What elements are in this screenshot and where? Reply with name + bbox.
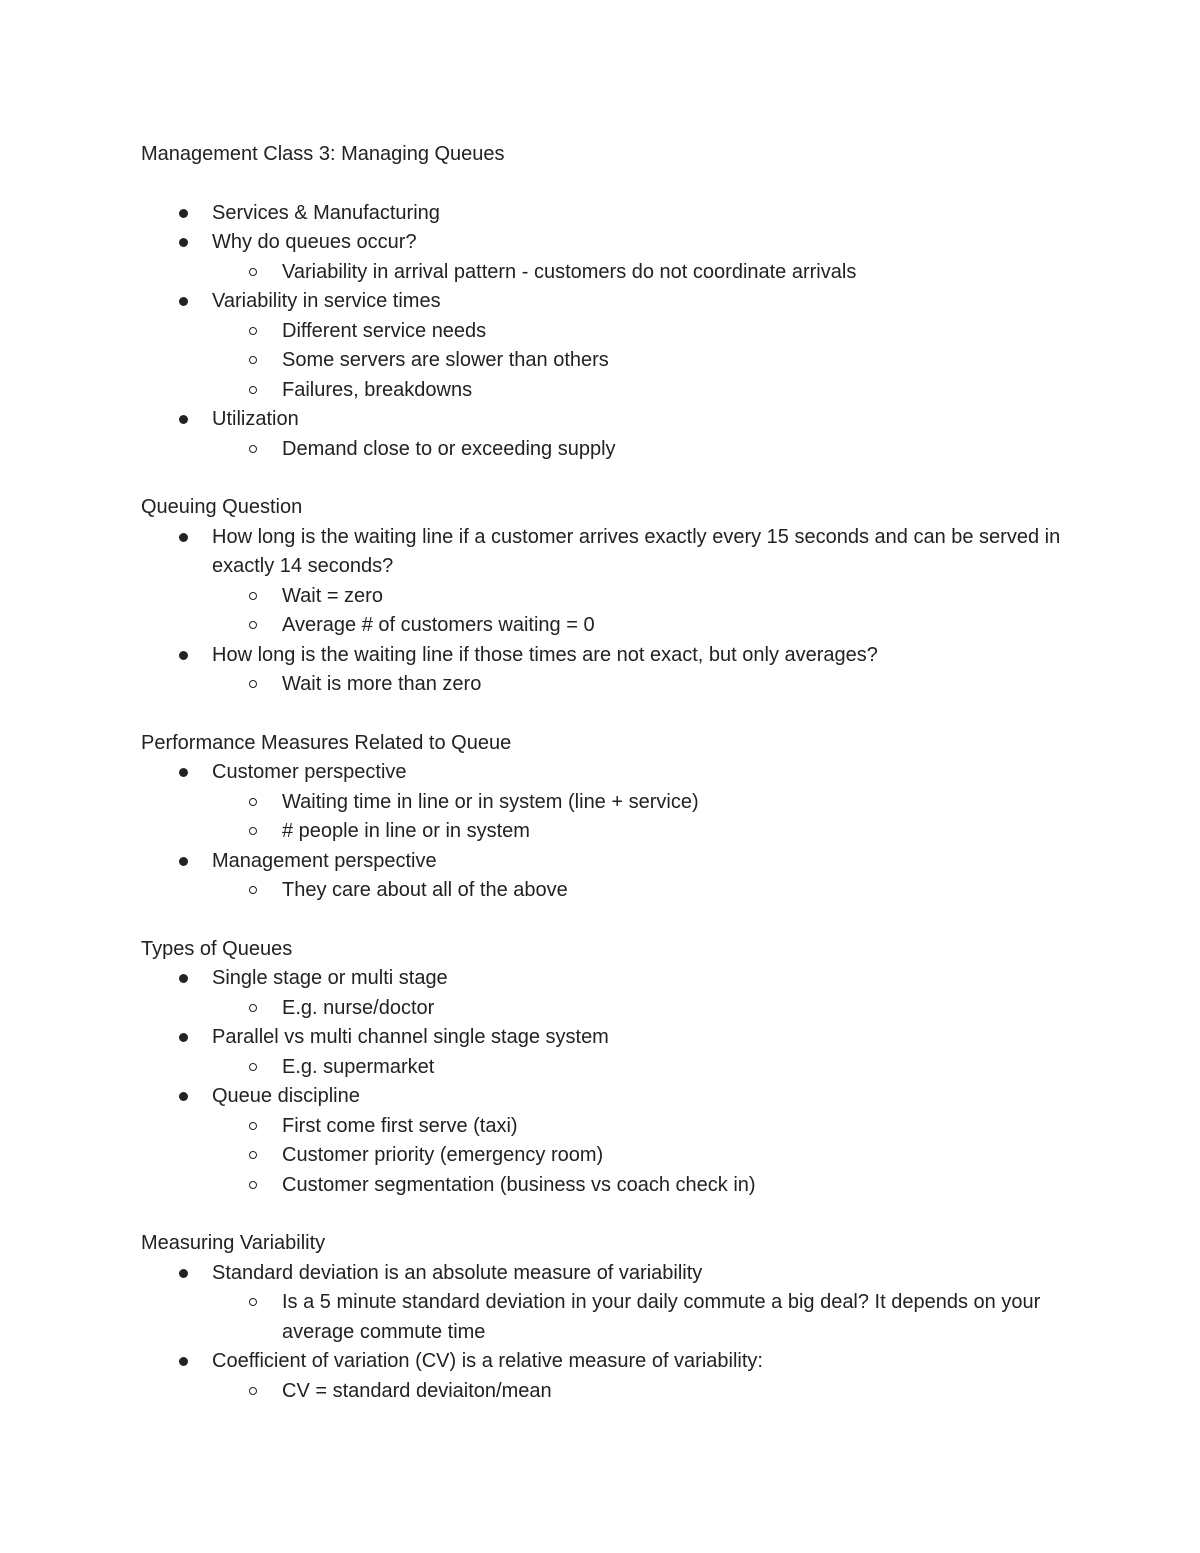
sub-list-item-text: Customer priority (emergency room)	[282, 1144, 604, 1166]
document-body	[141, 140, 1081, 1435]
bullet-circle-icon	[249, 798, 257, 806]
sub-list-item-text: Failures, breakdowns	[282, 378, 473, 401]
section-heading: Queuing Question	[141, 496, 303, 518]
list-item	[141, 1082, 1081, 1112]
bullet-circle-icon	[249, 886, 257, 894]
section-heading: Performance Measures Related to Queue	[141, 731, 512, 754]
list-item	[141, 405, 1081, 435]
sub-list-item	[141, 994, 1081, 1024]
bullet-circle-icon	[249, 356, 257, 364]
document-title: Management Class 3: Managing Queues	[141, 143, 505, 165]
sub-list-item-text: Average # of customers waiting = 0	[282, 614, 595, 636]
bullet-disc-icon	[179, 1033, 188, 1042]
sub-list-item	[141, 670, 1081, 700]
sub-list-item-text: Wait = zero	[282, 584, 383, 607]
sub-list-item-text: # people in line or in system	[282, 820, 530, 842]
bullet-disc-icon	[179, 415, 188, 424]
sub-list-item-text: Customer segmentation (business vs coach check in)	[282, 1173, 756, 1196]
sub-list-item	[141, 1288, 1081, 1347]
sub-list-item	[141, 1053, 1081, 1083]
list-item	[141, 641, 1081, 671]
bullet-circle-icon	[249, 1387, 257, 1395]
sub-list-item	[141, 1171, 1081, 1201]
bullet-circle-icon	[249, 680, 257, 688]
bullet-circle-icon	[249, 827, 257, 835]
sub-list-item-text: Is a 5 minute standard deviation in your daily commute a big deal? It depends on your average commute time	[282, 1291, 1041, 1343]
bullet-circle-icon	[249, 445, 257, 453]
sub-list-item	[141, 346, 1081, 376]
bullet-disc-icon	[179, 1269, 188, 1278]
list-item-text: How long is the waiting line if a customer arrives exactly every 15 seconds and can be served in exactly 14 seconds?	[212, 525, 1061, 577]
sub-list-item-text: Waiting time in line or in system (line + service)	[282, 790, 699, 813]
bullet-disc-icon	[179, 768, 188, 777]
sub-list-item	[141, 1112, 1081, 1142]
sub-list-item	[141, 1377, 1081, 1407]
bullet-circle-icon	[249, 592, 257, 600]
sub-list-item-text: E.g. nurse/doctor	[282, 996, 435, 1019]
list-item-text: Coefficient of variation (CV) is a relative measure of variability:	[212, 1350, 763, 1372]
list-item	[141, 758, 1081, 788]
list-item	[141, 964, 1081, 994]
section-types-of-queues	[141, 935, 1081, 1201]
sub-list-item-text: Some servers are slower than others	[282, 349, 609, 371]
sub-list-item-text: They care about all of the above	[282, 879, 568, 901]
list-item	[141, 228, 1081, 258]
sub-list-item-text: First come first serve (taxi)	[282, 1114, 518, 1137]
bullet-circle-icon	[249, 1181, 257, 1189]
sub-list-item-text: E.g. supermarket	[282, 1055, 435, 1078]
list-item-text: Management perspective	[212, 849, 437, 872]
bullet-circle-icon	[249, 1004, 257, 1012]
list-item	[141, 523, 1081, 582]
list-item	[141, 199, 1081, 229]
section-list	[141, 1259, 1081, 1407]
sub-list-item	[141, 788, 1081, 818]
section-list	[141, 523, 1081, 700]
list-item-text: Variability in service times	[212, 290, 441, 312]
list-item-text: Single stage or multi stage	[212, 967, 448, 989]
sub-list-item	[141, 435, 1081, 465]
intro-section	[141, 199, 1081, 465]
sub-list-item	[141, 258, 1081, 288]
sub-list-item-text: CV = standard deviaiton/mean	[282, 1379, 552, 1402]
list-item-text: Why do queues occur?	[212, 231, 417, 253]
bullet-disc-icon	[179, 857, 188, 866]
bullet-circle-icon	[249, 1122, 257, 1130]
bullet-circle-icon	[249, 268, 257, 276]
section-queuing-question	[141, 493, 1081, 700]
bullet-circle-icon	[249, 386, 257, 394]
bullet-circle-icon	[249, 621, 257, 629]
list-item-text: Parallel vs multi channel single stage system	[212, 1026, 609, 1048]
list-item	[141, 1259, 1081, 1289]
sub-list-item	[141, 317, 1081, 347]
list-item	[141, 1347, 1081, 1377]
bullet-disc-icon	[179, 238, 188, 247]
bullet-circle-icon	[249, 1063, 257, 1071]
section-list	[141, 964, 1081, 1200]
section-heading: Types of Queues	[141, 937, 293, 960]
sub-list-item	[141, 376, 1081, 406]
intro-list	[141, 199, 1081, 465]
bullet-disc-icon	[179, 297, 188, 306]
section-performance-measures-related-to-queue	[141, 729, 1081, 906]
list-item-text: Customer perspective	[212, 761, 407, 783]
list-item	[141, 847, 1081, 877]
bullet-disc-icon	[179, 1357, 188, 1366]
bullet-circle-icon	[249, 1298, 257, 1306]
sub-list-item	[141, 1141, 1081, 1171]
list-item-text: Queue discipline	[212, 1085, 360, 1107]
list-item-text: Utilization	[212, 408, 299, 430]
bullet-disc-icon	[179, 533, 188, 542]
bullet-disc-icon	[179, 651, 188, 660]
section-heading: Measuring Variability	[141, 1232, 326, 1254]
sub-list-item	[141, 876, 1081, 906]
sub-list-item	[141, 611, 1081, 641]
sections-container	[141, 493, 1081, 1406]
bullet-disc-icon	[179, 974, 188, 983]
list-item	[141, 1023, 1081, 1053]
section-list	[141, 758, 1081, 906]
list-item-text: How long is the waiting line if those times are not exact, but only averages?	[212, 643, 878, 666]
list-item-text: Services & Manufacturing	[212, 201, 440, 224]
bullet-disc-icon	[179, 209, 188, 218]
list-item-text: Standard deviation is an absolute measure of variability	[212, 1261, 703, 1284]
list-item	[141, 287, 1081, 317]
bullet-disc-icon	[179, 1092, 188, 1101]
sub-list-item-text: Variability in arrival pattern - customers do not coordinate arrivals	[282, 260, 857, 283]
sub-list-item-text: Different service needs	[282, 319, 487, 342]
sub-list-item	[141, 817, 1081, 847]
bullet-circle-icon	[249, 327, 257, 335]
sub-list-item-text: Demand close to or exceeding supply	[282, 437, 616, 460]
bullet-circle-icon	[249, 1151, 257, 1159]
sub-list-item-text: Wait is more than zero	[282, 673, 482, 695]
sub-list-item	[141, 582, 1081, 612]
section-measuring-variability	[141, 1229, 1081, 1406]
